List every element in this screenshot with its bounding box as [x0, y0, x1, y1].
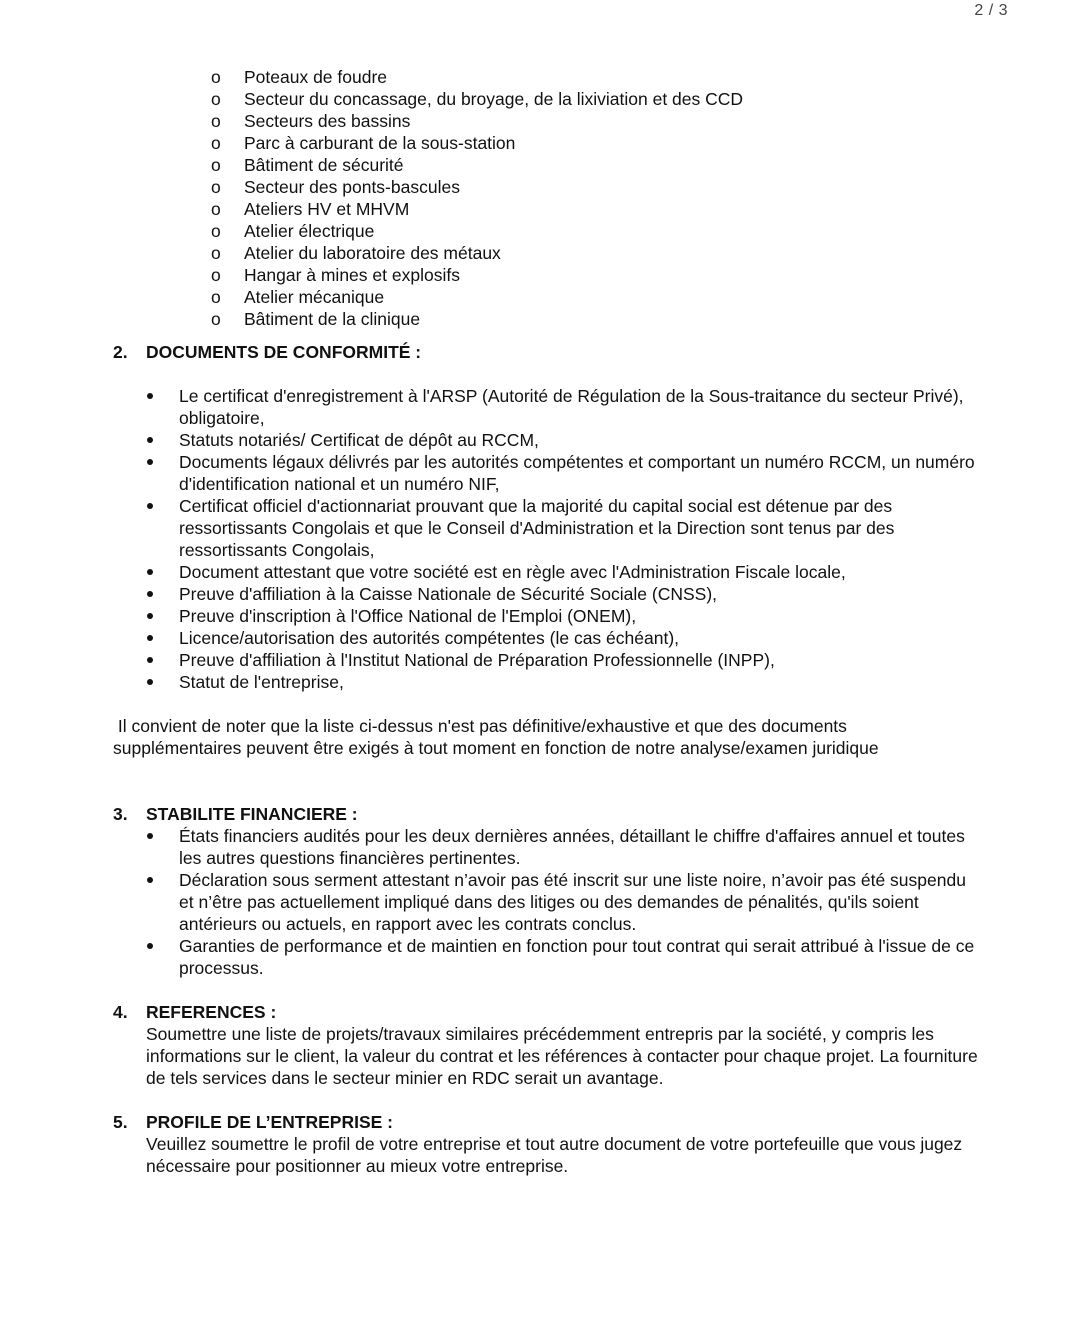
list-item: o Ateliers HV et MHVM: [211, 199, 410, 219]
section-heading-stabilite: [0, 803, 1080, 825]
conformite-list: [0, 385, 1080, 693]
bullet-icon: [147, 569, 153, 575]
list-item: Preuve d'inscription à l'Office National de l'Emploi (ONEM),: [0, 605, 1080, 627]
circle-marker-icon: o: [211, 67, 221, 87]
list-item: États financiers audités pour les deux dernières années, détaillant le chiffre d'affaires annuel et toutes les autres questions financières pertinentes.: [0, 825, 1080, 869]
bullet-icon: [147, 833, 153, 839]
list-item: o Secteur des ponts-bascules: [211, 177, 460, 197]
section-heading-conformite: [0, 341, 1080, 363]
list-item: Licence/autorisation des autorités compétentes (le cas échéant),: [0, 627, 1080, 649]
list-item: Preuve d'affiliation à la Caisse Nationale de Sécurité Sociale (CNSS),: [0, 583, 1080, 605]
list-item: o Parc à carburant de la sous-station: [211, 133, 516, 153]
list-item: o Atelier mécanique: [211, 287, 385, 307]
section-number: 2.: [113, 342, 128, 362]
circle-marker-icon: o: [211, 177, 221, 197]
bullet-icon: [147, 393, 153, 399]
list-item: Statut de l'entreprise,: [0, 671, 1080, 693]
list-item: Déclaration sous serment attestant n’avoir pas été inscrit sur une liste noire, n’avoir pas été suspendu et n’être pas actuellement impliqué dans des litiges ou des demandes de pénalités, qu'ils soient antérieurs ou actuels, en rapport avec les contrats conclus.: [0, 869, 1080, 935]
list-item: Certificat officiel d'actionnariat prouvant que la majorité du capital social est détenue par des ressortissants Congolais et que le Conseil d'Administration et la Direction sont tenus par des ressortissants Congolais,: [0, 495, 1080, 561]
page-counter: 2 / 3: [974, 2, 1008, 19]
list-item: Statuts notariés/ Certificat de dépôt au RCCM,: [0, 429, 1080, 451]
circle-marker-icon: o: [211, 221, 221, 241]
section-title: REFERENCES :: [146, 1002, 277, 1022]
bullet-icon: [147, 679, 153, 685]
section-title: DOCUMENTS DE CONFORMITÉ :: [146, 342, 422, 362]
list-item: o Atelier du laboratoire des métaux: [211, 243, 501, 263]
circle-marker-icon: o: [211, 287, 221, 307]
list-item: Le certificat d'enregistrement à l'ARSP (Autorité de Régulation de la Sous-traitance du secteur Privé), obligatoire,: [0, 385, 1080, 429]
section-title: PROFILE DE L’ENTREPRISE :: [146, 1112, 393, 1132]
list-item: Documents légaux délivrés par les autorités compétentes et comportant un numéro RCCM, un numéro d'identification national et un numéro NIF,: [0, 451, 1080, 495]
bullet-icon: [147, 657, 153, 663]
references-text: Soumettre une liste de projets/travaux similaires précédemment entrepris par la société, y compris les informations sur le client, la valeur du contrat et les références à contacter pour chaque projet. La fourniture de tels services dans le secteur minier en RDC serait un avantage.: [146, 1024, 978, 1088]
profile-text: Veuillez soumettre le profil de votre entreprise et tout autre document de votre portefeuille que vous jugez nécessaire pour positionner au mieux votre entreprise.: [146, 1134, 963, 1176]
list-item: Document attestant que votre société est en règle avec l'Administration Fiscale locale,: [0, 561, 1080, 583]
list-item: o Bâtiment de sécurité: [211, 155, 404, 175]
bullet-icon: [147, 613, 153, 619]
stabilite-list: [0, 825, 1080, 979]
section-number: 3.: [113, 804, 128, 824]
conformite-note: Il convient de noter que la liste ci-dessus n'est pas définitive/exhaustive et que des documents supplémentaires peuvent être exigés à tout moment en fonction de notre analyse/examen juridique: [113, 716, 879, 758]
list-item: Preuve d'affiliation à l'Institut National de Préparation Professionnelle (INPP),: [0, 649, 1080, 671]
document-body: [0, 66, 1080, 1177]
circle-marker-icon: o: [211, 265, 221, 285]
bullet-icon: [147, 459, 153, 465]
sites-list: [0, 66, 1080, 330]
bullet-icon: [147, 437, 153, 443]
list-item: o Secteurs des bassins: [211, 111, 411, 131]
list-item: o Secteur du concassage, du broyage, de la lixiviation et des CCD: [211, 89, 744, 109]
bullet-icon: [147, 943, 153, 949]
bullet-icon: [147, 503, 153, 509]
bullet-icon: [147, 591, 153, 597]
circle-marker-icon: o: [211, 111, 221, 131]
list-item: o Poteaux de foudre: [211, 67, 388, 87]
circle-marker-icon: o: [211, 133, 221, 153]
list-item: Garanties de performance et de maintien en fonction pour tout contrat qui serait attribué à l'issue de ce processus.: [0, 935, 1080, 979]
circle-marker-icon: o: [211, 155, 221, 175]
section-heading-profile: [0, 1111, 1080, 1133]
list-item: o Hangar à mines et explosifs: [211, 265, 460, 285]
section-title: STABILITE FINANCIERE :: [146, 804, 358, 824]
section-heading-references: [0, 1001, 1080, 1023]
list-item: o Atelier électrique: [211, 221, 375, 241]
circle-marker-icon: o: [211, 199, 221, 219]
bullet-icon: [147, 877, 153, 883]
section-number: 4.: [113, 1002, 128, 1022]
circle-marker-icon: o: [211, 309, 221, 329]
circle-marker-icon: o: [211, 243, 221, 263]
list-item: o Bâtiment de la clinique: [211, 309, 421, 329]
circle-marker-icon: o: [211, 89, 221, 109]
section-number: 5.: [113, 1112, 128, 1132]
bullet-icon: [147, 635, 153, 641]
